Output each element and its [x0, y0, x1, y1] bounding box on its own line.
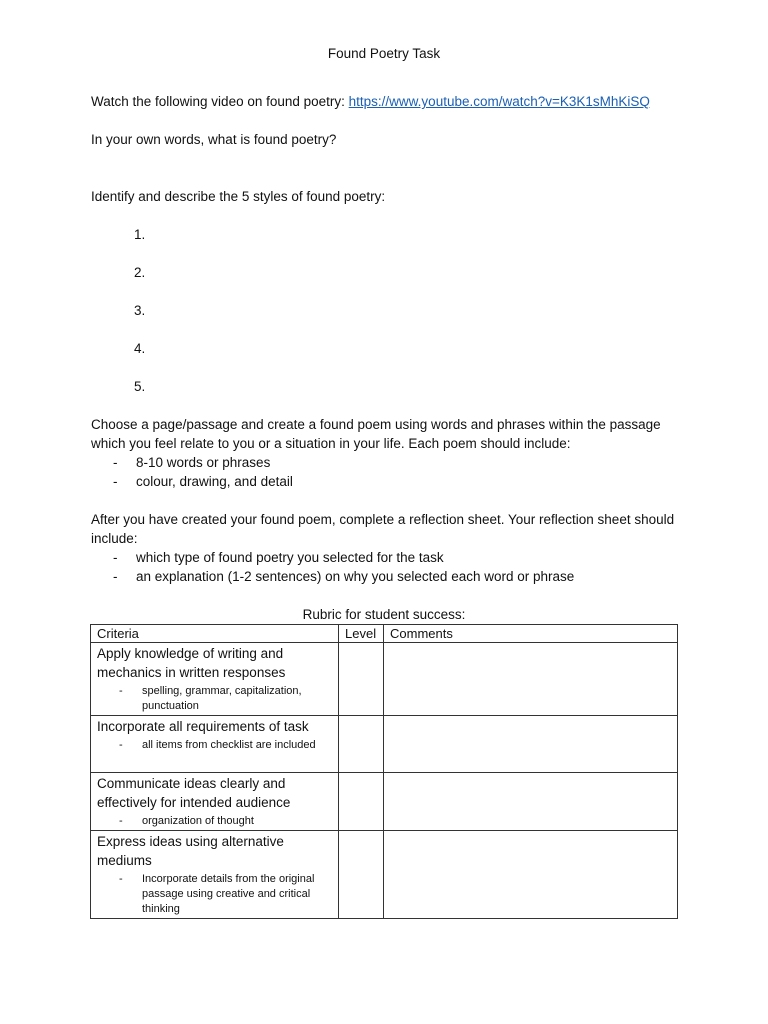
list-item: - 8-10 words or phrases — [113, 455, 271, 470]
criteria-cell — [91, 773, 339, 831]
choose-instructions: Choose a page/passage and create a found poem using words and phrases within the passage which you feel relate to you or a situation in your life. Each poem should include: — [91, 417, 661, 451]
watch-instruction — [91, 94, 650, 109]
header-level: Level — [339, 625, 384, 643]
choose-requirements — [91, 453, 691, 491]
reflection-instructions: After you have created your found poem, complete a reflection sheet. Your reflection sheet should include: — [91, 512, 675, 546]
list-item: - which type of found poetry you selected for the task — [113, 550, 444, 565]
rubric-table — [90, 624, 678, 919]
table-row — [91, 773, 678, 831]
level-cell[interactable] — [339, 716, 384, 773]
criteria-sub: - organization of thought — [119, 815, 254, 827]
criteria-main: Incorporate all requirements of task — [97, 719, 309, 734]
list-number-1: 1. — [134, 227, 146, 242]
criteria-sub: - all items from checklist are included — [119, 739, 316, 751]
criteria-sub: - Incorporate details from the original passage using creative and critical thinking — [119, 873, 315, 915]
criteria-main: Communicate ideas clearly and effectively for intended audience — [97, 776, 291, 810]
question-styles: Identify and describe the 5 styles of found poetry: — [91, 189, 386, 204]
comments-cell[interactable] — [384, 643, 678, 716]
page-title: Found Poetry Task — [327, 46, 441, 61]
list-number-5: 5. — [134, 379, 146, 394]
criteria-main: Apply knowledge of writing and mechanics in written responses — [97, 646, 286, 680]
table-row — [91, 643, 678, 716]
comments-cell[interactable] — [384, 831, 678, 919]
choose-section — [91, 415, 691, 491]
header-comments: Comments — [384, 625, 678, 643]
level-cell[interactable] — [339, 643, 384, 716]
criteria-main: Express ideas using alternative mediums — [97, 834, 284, 868]
level-cell[interactable] — [339, 773, 384, 831]
question-definition: In your own words, what is found poetry? — [91, 132, 337, 147]
list-number-4: 4. — [134, 341, 146, 356]
criteria-cell — [91, 716, 339, 773]
level-cell[interactable] — [339, 831, 384, 919]
list-item: - colour, drawing, and detail — [113, 474, 293, 489]
list-item: - an explanation (1-2 sentences) on why you selected each word or phrase — [113, 569, 575, 584]
reflection-section — [91, 510, 691, 586]
rubric-header-row — [91, 625, 678, 643]
watch-text: Watch the following video on found poetry: — [91, 94, 349, 109]
rubric-title: Rubric for student success: — [302, 607, 466, 622]
table-row — [91, 716, 678, 773]
comments-cell[interactable] — [384, 773, 678, 831]
list-number-3: 3. — [134, 303, 146, 318]
criteria-sub: - spelling, grammar, capitalization, punctuation — [119, 685, 302, 712]
criteria-cell — [91, 643, 339, 716]
header-criteria: Criteria — [91, 625, 339, 643]
comments-cell[interactable] — [384, 716, 678, 773]
criteria-cell — [91, 831, 339, 919]
table-row — [91, 831, 678, 919]
video-link[interactable]: https://www.youtube.com/watch?v=K3K1sMhKiSQ — [348, 94, 650, 109]
list-number-2: 2. — [134, 265, 146, 280]
reflection-requirements — [91, 548, 691, 586]
